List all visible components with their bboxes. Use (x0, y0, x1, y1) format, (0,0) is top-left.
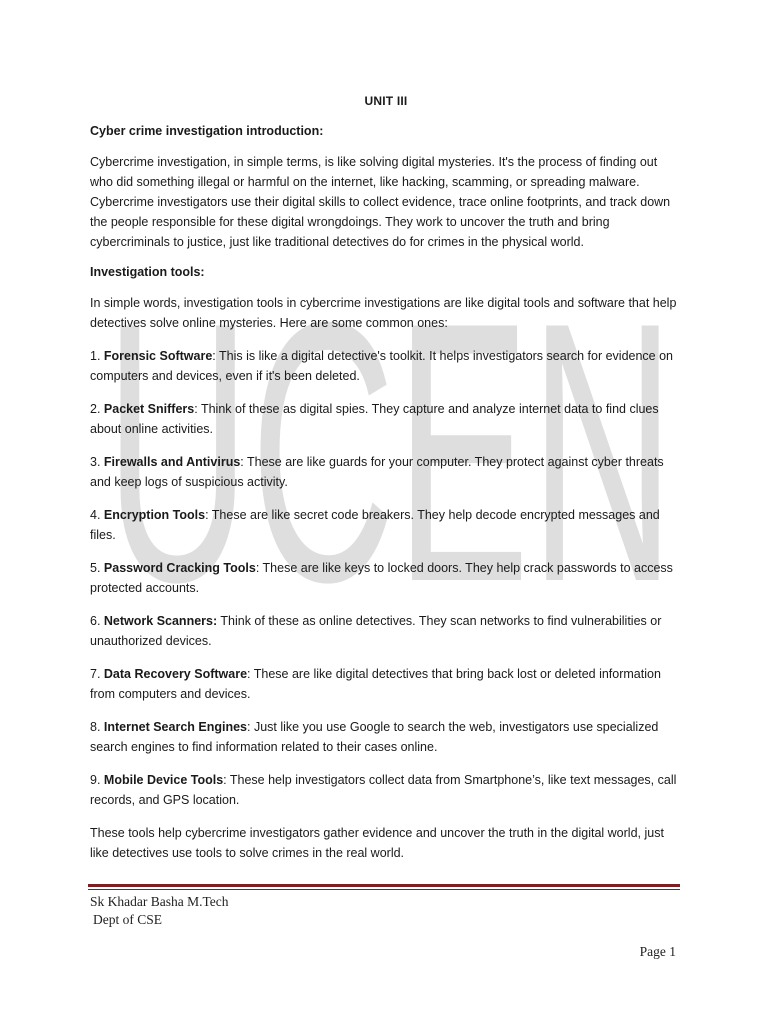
tool-item-network-scanners (90, 611, 682, 651)
tool-term: Mobile Device Tools (103, 773, 224, 787)
tool-item-search-engines (90, 717, 682, 757)
tool-term: Internet Search Engines (103, 720, 248, 734)
tool-term: Password Cracking Tools (103, 561, 256, 575)
tool-number: 4. (90, 508, 104, 522)
intro-heading: Cyber crime investigation introduction: (90, 124, 324, 138)
tool-number: 2. (90, 402, 104, 416)
tool-description: : These are like secret code breakers. They help decode encrypted messages and files. (90, 508, 660, 542)
footer-author-block (90, 893, 229, 929)
tool-description: : These help investigators collect data from Smartphone’s, like text messages, call records, and GPS location. (90, 773, 677, 807)
tool-description: : These are like guards for your computer. They protect against cyber threats and keep logs of suspicious activity. (90, 455, 664, 489)
tool-term: Network Scanners: (103, 614, 218, 628)
tool-description: Think of these as online detectives. They scan networks to find vulnerabilities or unauthorized devices. (90, 614, 662, 648)
tools-heading: Investigation tools: (90, 265, 205, 279)
tool-item-mobile-device (90, 770, 682, 810)
document-page (90, 90, 682, 876)
tool-term: Firewalls and Antivirus (103, 455, 241, 469)
tool-item-password-cracking (90, 558, 682, 598)
tools-intro-paragraph: In simple words, investigation tools in cybercrime investigations are like digital tools and software that help detectives solve online mysteries. Here are some common ones: (90, 296, 677, 330)
footer-divider-thick (88, 884, 680, 887)
tool-number: 9. (90, 773, 104, 787)
tool-item-data-recovery (90, 664, 682, 704)
page-number: Page 1 (639, 944, 676, 959)
tool-item-encryption-tools (90, 505, 682, 545)
tool-description: : This is like a digital detective's toolkit. It helps investigators search for evidence on computers and devices, even if it's been deleted. (90, 349, 673, 383)
footer-author-name: Sk Khadar Basha M.Tech (90, 894, 229, 909)
unit-title: UNIT III (364, 94, 408, 108)
tool-term: Encryption Tools (103, 508, 206, 522)
tool-number: 3. (90, 455, 104, 469)
tool-description: : These are like keys to locked doors. They help crack passwords to access protected accounts. (90, 561, 673, 595)
tool-term: Data Recovery Software (103, 667, 248, 681)
tool-number: 8. (90, 720, 104, 734)
tool-number: 6. (90, 614, 104, 628)
footer-divider-thin (88, 889, 680, 890)
footer-divider (88, 884, 680, 890)
tool-description: : Think of these as digital spies. They capture and analyze internet data to find clues about online activities. (90, 402, 659, 436)
tool-number: 1. (90, 349, 104, 363)
closing-paragraph: These tools help cybercrime investigators gather evidence and uncover the truth in the digital world, just like detectives use tools to solve crimes in the real world. (90, 826, 664, 860)
tool-item-firewalls-antivirus (90, 452, 682, 492)
intro-paragraph: Cybercrime investigation, in simple terms, is like solving digital mysteries. It's the process of finding out who did something illegal or harmful on the internet, like hacking, scamming, or spreading malware. Cybercrime investigators use their digital skills to collect evidence, trace online footprints, and track down the people responsible for these digital wrongdoings. They work to uncover the truth and bring cybercriminals to justice, just like traditional detectives do for crimes in the physical world. (90, 155, 671, 249)
tool-term: Packet Sniffers (103, 402, 195, 416)
footer-department: Dept of CSE (93, 912, 162, 927)
tool-number: 7. (90, 667, 104, 681)
tool-item-packet-sniffers (90, 399, 682, 439)
tool-number: 5. (90, 561, 104, 575)
tool-description: : These are like digital detectives that bring back lost or deleted information from computers and devices. (90, 667, 661, 701)
watermark-text: UCEN (105, 290, 675, 590)
tool-term: Forensic Software (103, 349, 213, 363)
tool-description: : Just like you use Google to search the web, investigators use specialized search engines to find information related to their cases online. (90, 720, 659, 754)
tool-item-forensic-software (90, 346, 682, 386)
